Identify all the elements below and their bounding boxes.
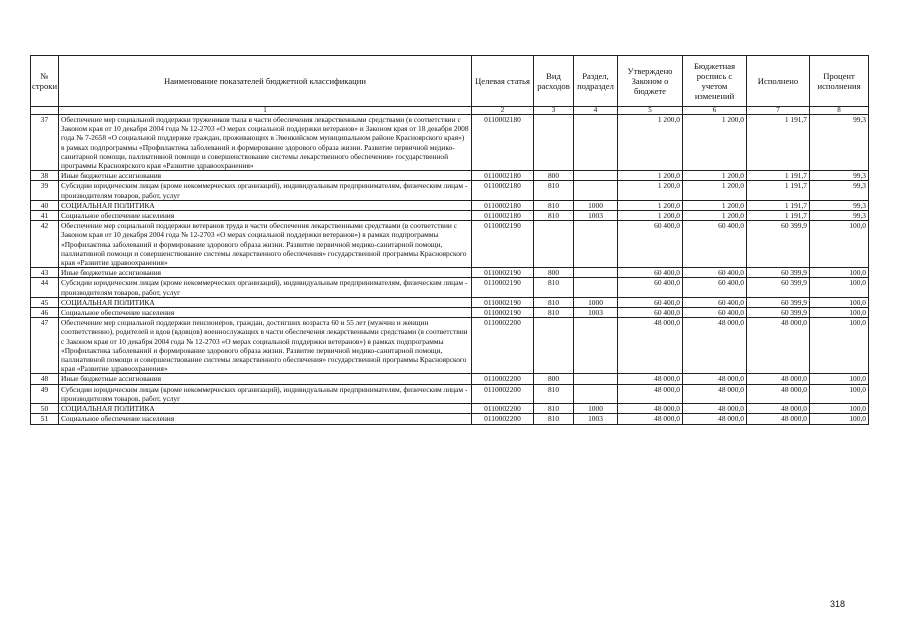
executed-amount-cell: 1 191,7 (747, 171, 810, 181)
table-row (31, 171, 869, 181)
column-number-row (31, 107, 869, 115)
executed-amount-cell: 1 191,7 (747, 115, 810, 171)
target-article-cell: 0110002200 (472, 414, 534, 424)
budget-list-cell: 60 400,0 (683, 268, 747, 278)
percent-cell: 100,0 (810, 297, 869, 307)
header-cell: Бюджетная роспись с учетом изменений (683, 56, 747, 107)
expense-type-cell: 810 (534, 278, 574, 297)
target-article-cell: 0110002190 (472, 278, 534, 297)
target-article-cell: 0110002200 (472, 374, 534, 384)
target-article-cell: 0110002190 (472, 297, 534, 307)
target-article-cell: 0110002190 (472, 268, 534, 278)
table-row (31, 374, 869, 384)
budget-list-cell: 1 200,0 (683, 200, 747, 210)
section-cell (574, 115, 618, 171)
percent-cell: 99,3 (810, 171, 869, 181)
executed-amount-cell: 48 000,0 (747, 318, 810, 374)
budget-list-cell: 60 400,0 (683, 308, 747, 318)
target-article-cell: 0110002180 (472, 171, 534, 181)
budget-list-cell: 48 000,0 (683, 414, 747, 424)
expense-type-cell: 810 (534, 384, 574, 403)
approved-amount-cell: 60 400,0 (618, 221, 683, 268)
header-cell: Раздел, подраздел (574, 56, 618, 107)
section-cell (574, 221, 618, 268)
row-number-cell: 45 (31, 297, 59, 307)
table-body (31, 115, 869, 425)
budget-list-cell: 48 000,0 (683, 404, 747, 414)
approved-amount-cell: 48 000,0 (618, 374, 683, 384)
approved-amount-cell: 1 200,0 (618, 181, 683, 200)
row-number-cell: 42 (31, 221, 59, 268)
name-cell: СОЦИАЛЬНАЯ ПОЛИТИКА (59, 200, 472, 210)
table-row (31, 221, 869, 268)
row-number-cell: 37 (31, 115, 59, 171)
expense-type-cell: 810 (534, 308, 574, 318)
row-number-cell: 49 (31, 384, 59, 403)
executed-amount-cell: 48 000,0 (747, 374, 810, 384)
row-number-cell: 47 (31, 318, 59, 374)
row-number-cell: 48 (31, 374, 59, 384)
row-number-cell: 41 (31, 211, 59, 221)
budget-list-cell: 48 000,0 (683, 318, 747, 374)
table-row (31, 404, 869, 414)
table-row (31, 318, 869, 374)
row-number-cell: 43 (31, 268, 59, 278)
row-number-cell: 50 (31, 404, 59, 414)
row-number-cell: 51 (31, 414, 59, 424)
table-row (31, 308, 869, 318)
header-cell: Исполнено (747, 56, 810, 107)
expense-type-cell: 810 (534, 211, 574, 221)
row-number-cell: 46 (31, 308, 59, 318)
column-number: 6 (683, 107, 747, 115)
target-article-cell: 0110002190 (472, 308, 534, 318)
page-number: 318 (830, 599, 846, 609)
budget-list-cell: 1 200,0 (683, 171, 747, 181)
budget-list-cell: 60 400,0 (683, 297, 747, 307)
name-cell: Социальное обеспечение населения (59, 414, 472, 424)
executed-amount-cell: 1 191,7 (747, 200, 810, 210)
name-cell: Иные бюджетные ассигнования (59, 268, 472, 278)
column-number: 3 (534, 107, 574, 115)
name-cell: СОЦИАЛЬНАЯ ПОЛИТИКА (59, 297, 472, 307)
percent-cell: 100,0 (810, 374, 869, 384)
column-number: 1 (59, 107, 472, 115)
target-article-cell: 0110002200 (472, 318, 534, 374)
expense-type-cell: 810 (534, 414, 574, 424)
budget-list-cell: 60 400,0 (683, 221, 747, 268)
percent-cell: 99,3 (810, 115, 869, 171)
section-cell (574, 171, 618, 181)
name-cell: СОЦИАЛЬНАЯ ПОЛИТИКА (59, 404, 472, 414)
expense-type-cell: 810 (534, 297, 574, 307)
executed-amount-cell: 48 000,0 (747, 414, 810, 424)
target-article-cell: 0110002190 (472, 221, 534, 268)
column-number: 7 (747, 107, 810, 115)
name-cell: Обеспечение мер социальной поддержки ветеранов труда в части обеспечения лекарственными средствами (в соответствии с Законом края от 10 декабря 2004 года № 12-2703 «О мерах социальной поддержки ветеранов») в рамках подпрограммы «Профилактика заболеваний и формирование здорового образа жизни. Развитие первичной медико-санитарной помощи, паллиативной помощи и совершенствование системы лекарственного обеспечения» государственной программы Красноярского края «Развитие здравоохранения» (59, 221, 472, 268)
section-cell (574, 318, 618, 374)
row-number-cell: 44 (31, 278, 59, 297)
executed-amount-cell: 1 191,7 (747, 181, 810, 200)
header-row (31, 56, 869, 107)
name-cell: Субсидии юридическим лицам (кроме некоммерческих организаций), индивидуальным предпринимателям, физическим лицам - производителям товаров, работ, услуг (59, 384, 472, 403)
section-cell (574, 278, 618, 297)
expense-type-cell: 800 (534, 374, 574, 384)
column-number: 5 (618, 107, 683, 115)
approved-amount-cell: 60 400,0 (618, 268, 683, 278)
section-cell: 1003 (574, 211, 618, 221)
name-cell: Обеспечение мер социальной поддержки тружеников тыла в части обеспечения лекарственными средствами (в соответствии с Законом края от 10 декабря 2004 года № 12-2703 «О мерах социальной поддержки ветеранов» и Законом края от 18 декабря 2008 года № 7-2658 «О социальной поддержке граждан, проживающих в Эвенкийском муниципальном районе Красноярского края») в рамках подпрограммы «Профилактика заболеваний и формирование здорового образа жизни. Развитие первичной медико-санитарной помощи, паллиативной помощи и совершенствование системы лекарственного обеспечения» государственной программы Красноярского края «Развитие здравоохранения» (59, 115, 472, 171)
name-cell: Субсидии юридическим лицам (кроме некоммерческих организаций), индивидуальным предпринимателям, физическим лицам - производителям товаров, работ, услуг (59, 278, 472, 297)
budget-list-cell: 48 000,0 (683, 374, 747, 384)
row-number-cell: 39 (31, 181, 59, 200)
header-cell: Утверждено Законом о бюджете (618, 56, 683, 107)
percent-cell: 99,3 (810, 181, 869, 200)
table-row (31, 268, 869, 278)
approved-amount-cell: 1 200,0 (618, 171, 683, 181)
executed-amount-cell: 60 399,9 (747, 221, 810, 268)
percent-cell: 99,3 (810, 200, 869, 210)
approved-amount-cell: 60 400,0 (618, 308, 683, 318)
name-cell: Иные бюджетные ассигнования (59, 374, 472, 384)
expense-type-cell: 810 (534, 404, 574, 414)
table-row (31, 115, 869, 171)
table-row (31, 297, 869, 307)
name-cell: Обеспечение мер социальной поддержки пенсионеров, граждан, достигших возраста 60 и 55 лет (мужчин и женщин соответственно), родителей и вдов (вдовцов) военнослужащих в части обеспечения лекарственными средствами (в соответствии с Законом края от 10 декабря 2004 года № 12-2703 «О мерах социальной поддержки ветеранов») в рамках подпрограммы «Профилактика заболеваний и формирование здорового образа жизни. Развитие первичной медико-санитарной помощи, паллиативной помощи и совершенствование системы лекарственного обеспечения» государственной программы Красноярского края «Развитие здравоохранения» (59, 318, 472, 374)
budget-list-cell: 1 200,0 (683, 211, 747, 221)
header-cell: № строки (31, 56, 59, 107)
section-cell (574, 374, 618, 384)
table-row (31, 181, 869, 200)
name-cell: Иные бюджетные ассигнования (59, 171, 472, 181)
approved-amount-cell: 48 000,0 (618, 384, 683, 403)
section-cell (574, 181, 618, 200)
executed-amount-cell: 48 000,0 (747, 404, 810, 414)
approved-amount-cell: 1 200,0 (618, 115, 683, 171)
section-cell: 1003 (574, 414, 618, 424)
table-row (31, 200, 869, 210)
percent-cell: 100,0 (810, 318, 869, 374)
percent-cell: 100,0 (810, 384, 869, 403)
section-cell: 1000 (574, 404, 618, 414)
approved-amount-cell: 60 400,0 (618, 278, 683, 297)
table-row (31, 414, 869, 424)
table-row (31, 211, 869, 221)
approved-amount-cell: 60 400,0 (618, 297, 683, 307)
executed-amount-cell: 60 399,9 (747, 268, 810, 278)
approved-amount-cell: 1 200,0 (618, 211, 683, 221)
column-number (31, 107, 59, 115)
column-number: 4 (574, 107, 618, 115)
expense-type-cell: 810 (534, 200, 574, 210)
percent-cell: 100,0 (810, 278, 869, 297)
target-article-cell: 0110002180 (472, 200, 534, 210)
target-article-cell: 0110002180 (472, 211, 534, 221)
section-cell: 1003 (574, 308, 618, 318)
header-cell: Вид расходов (534, 56, 574, 107)
executed-amount-cell: 1 191,7 (747, 211, 810, 221)
approved-amount-cell: 48 000,0 (618, 318, 683, 374)
row-number-cell: 38 (31, 171, 59, 181)
expense-type-cell (534, 221, 574, 268)
approved-amount-cell: 1 200,0 (618, 200, 683, 210)
expense-type-cell: 800 (534, 268, 574, 278)
section-cell: 1000 (574, 297, 618, 307)
target-article-cell: 0110002200 (472, 404, 534, 414)
percent-cell: 100,0 (810, 308, 869, 318)
approved-amount-cell: 48 000,0 (618, 414, 683, 424)
row-number-cell: 40 (31, 200, 59, 210)
column-number: 8 (810, 107, 869, 115)
section-cell (574, 384, 618, 403)
table-row (31, 278, 869, 297)
expense-type-cell (534, 115, 574, 171)
percent-cell: 100,0 (810, 268, 869, 278)
executed-amount-cell: 60 399,9 (747, 278, 810, 297)
expense-type-cell (534, 318, 574, 374)
name-cell: Субсидии юридическим лицам (кроме некоммерческих организаций), индивидуальным предпринимателям, физическим лицам - производителям товаров, работ, услуг (59, 181, 472, 200)
executed-amount-cell: 60 399,9 (747, 308, 810, 318)
header-cell: Целевая статья (472, 56, 534, 107)
percent-cell: 99,3 (810, 211, 869, 221)
expense-type-cell: 810 (534, 181, 574, 200)
approved-amount-cell: 48 000,0 (618, 404, 683, 414)
percent-cell: 100,0 (810, 404, 869, 414)
target-article-cell: 0110002180 (472, 115, 534, 171)
budget-list-cell: 1 200,0 (683, 115, 747, 171)
percent-cell: 100,0 (810, 414, 869, 424)
header-cell: Процент исполнения (810, 56, 869, 107)
budget-list-cell: 1 200,0 (683, 181, 747, 200)
table-row (31, 384, 869, 403)
target-article-cell: 0110002180 (472, 181, 534, 200)
budget-list-cell: 60 400,0 (683, 278, 747, 297)
name-cell: Социальное обеспечение населения (59, 211, 472, 221)
section-cell: 1000 (574, 200, 618, 210)
budget-table (30, 55, 869, 425)
expense-type-cell: 800 (534, 171, 574, 181)
section-cell (574, 268, 618, 278)
executed-amount-cell: 60 399,9 (747, 297, 810, 307)
executed-amount-cell: 48 000,0 (747, 384, 810, 403)
budget-list-cell: 48 000,0 (683, 384, 747, 403)
column-number: 2 (472, 107, 534, 115)
percent-cell: 100,0 (810, 221, 869, 268)
name-cell: Социальное обеспечение населения (59, 308, 472, 318)
header-cell: Наименование показателей бюджетной классификации (59, 56, 472, 107)
target-article-cell: 0110002200 (472, 384, 534, 403)
